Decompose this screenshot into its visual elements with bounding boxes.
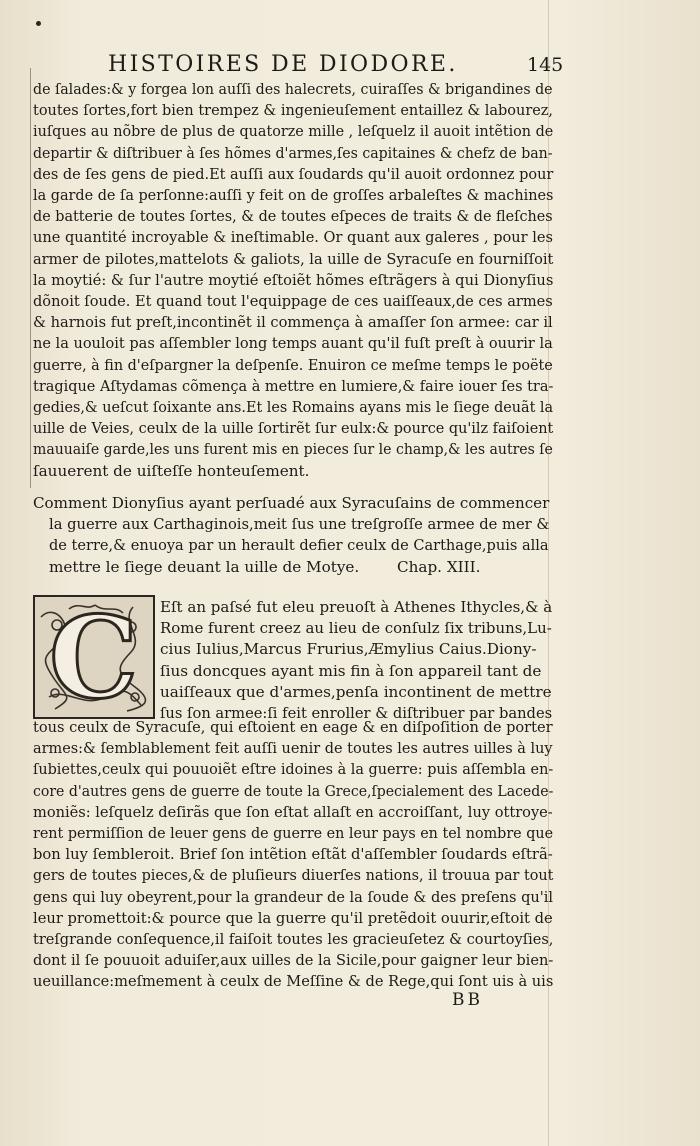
text-line: rent permiſſion de leuer gens de guerre en leur pays en tel nombre que bbox=[33, 824, 554, 842]
chapter-heading-line: la guerre aux Carthaginois,meit ſus une treſgroſſe armee de mer & bbox=[49, 515, 550, 534]
margin-rule bbox=[30, 68, 31, 488]
text-line: dõnoit ſoude. Et quand tout l'equippage de ces uaiſſeaux,de ces armes bbox=[33, 292, 553, 310]
text-line: Eſt an paſsé fut eleu preuoſt à Athenes Ithycles,& à bbox=[160, 598, 553, 616]
text-line: uille de Veies, ceulx de la uille ſortirẽt ſur eulx:& pource qu'ilz faiſoient bbox=[33, 419, 554, 438]
text-line: gedies,& ueſcut ſoixante ans.Et les Romains ayans mis le ſiege deuãt la bbox=[33, 398, 554, 416]
text-line: armes:& ſemblablement feit auſſi uenir de toutes les autres uilles à luy bbox=[33, 739, 553, 758]
chapter-number: Chap. XIII. bbox=[397, 557, 481, 576]
text-line: ne la uouloit pas aſſembler long temps auant qu'il fuſt preſt à ouurir la bbox=[33, 334, 553, 353]
page-number: 145 bbox=[527, 54, 564, 76]
text-line: treſgrande conſequence,il faiſoit toutes les gracieuſetez & courtoyſies, bbox=[33, 930, 554, 948]
chapter-heading-line: Comment Dionyſius ayant perſuadé aux Syracuſains de commencer bbox=[33, 494, 550, 512]
chapter-heading-line: mettre le ſiege deuant la uille de Motye. bbox=[49, 557, 360, 576]
text-line: des de ſes gens de pied.Et auſſi aux ſoudards qu'il auoit ordonnez pour bbox=[33, 164, 554, 183]
text-line: de batterie de toutes ſortes, & de toutes eſpeces de traits & de fleſches bbox=[33, 207, 553, 226]
text-line: armer de pilotes,mattelots & galiots, la uille de Syracuſe en fourniſſoit bbox=[33, 249, 554, 268]
text-line: & harnois fut preſt,incontinẽt il commença à amaſſer ſon armee: car il bbox=[33, 313, 553, 332]
initial-letter: C bbox=[49, 597, 139, 717]
text-line: core d'autres gens de guerre de toute la Grece,ſpecialement des Lacede- bbox=[33, 781, 554, 800]
text-line: ſius doncques ayant mis fin à ſon appareil tant de bbox=[160, 661, 542, 680]
text-line: mauuaiſe garde,les uns furent mis en pieces ſur le champ,& les autres ſe bbox=[33, 440, 553, 459]
text-line: une quantité incroyable & ineſtimable. Or quant aux galeres , pour les bbox=[33, 228, 553, 247]
text-line: guerre, à fin d'eſpargner la deſpenſe. Enuiron ce meſme temps le poëte bbox=[33, 355, 553, 374]
ink-dot bbox=[36, 21, 41, 26]
text-line: ueuillance:meſmement à ceulx de Meſſine & de Rege,qui ſont uis à uis bbox=[33, 972, 554, 991]
text-line: gers de toutes pieces,& de pluſieurs diuerſes nations, il trouua par tout bbox=[33, 866, 554, 885]
text-line: ſubiettes,ceulx qui pouuoiẽt eſtre idoines à la guerre: puis aſſembla en- bbox=[33, 760, 554, 779]
signature-mark: BB bbox=[452, 990, 483, 1010]
text-line: tragique Aſtydamas cõmença à mettre en lumiere,& faire iouer ſes tra- bbox=[33, 376, 554, 395]
text-line: la moytié: & ſur l'autre moytié eſtoiẽt hõmes eſtrãgers à qui Dionyſius bbox=[33, 270, 554, 289]
text-line: leur promettoit:& pource que la guerre qu'il pretẽdoit ouurir,eſtoit de bbox=[33, 908, 553, 927]
text-line: ſus ſon armee:ſi feit enroller & diſtribuer par bandes bbox=[160, 704, 553, 722]
running-title: HISTOIRES DE DIODORE. bbox=[108, 52, 458, 77]
decorated-initial bbox=[33, 595, 155, 719]
text-line: uaiſſeaux que d'armes,penſa incontinent de mettre bbox=[160, 682, 552, 701]
text-line: de ſalades:& y forgea lon auſſi des halecrets, cuiraſſes & brigandines de bbox=[33, 80, 553, 98]
text-line: Rome furent creez au lieu de conſulz ſix tribuns,Lu- bbox=[160, 619, 552, 638]
text-line: gens qui luy obeyrent,pour la grandeur de la ſoude & des preſens qu'il bbox=[33, 887, 554, 906]
text-line: dont il ſe pouuoit aduiſer,aux uilles de la Sicile,pour gaigner leur bien- bbox=[33, 951, 554, 970]
text-line: cius Iulius,Marcus Frurius,Æmylius Caius.Diony- bbox=[160, 640, 537, 659]
text-line: bon luy ſembleroit. Brief ſon intẽtion eſtãt d'aſſembler ſoudards eſtrã- bbox=[33, 845, 553, 864]
floral-ornament-icon bbox=[35, 597, 153, 717]
text-line: tous ceulx de Syracuſe, qui eſtoient en eage & en diſpoſition de porter bbox=[33, 718, 553, 736]
text-line: moniẽs: leſquelz deſirãs que ſon eſtat allaſt en accroiſſant, luy ottroye- bbox=[33, 802, 553, 821]
text-line: toutes ſortes,fort bien trempez & ingenieuſement entaillez & labourez, bbox=[33, 101, 554, 120]
text-line: iuſques au nõbre de plus de quatorze mille , leſquelz il auoit intẽtion de bbox=[33, 122, 554, 141]
chapter-heading-line: de terre,& enuoya par un herault defier ceulx de Carthage,puis alla bbox=[49, 536, 549, 555]
text-line: ſauuerent de uiſteſſe honteuſement. bbox=[33, 461, 310, 480]
text-line: la garde de ſa perſonne:auſſi y feit on de groſſes arbaleſtes & machines bbox=[33, 186, 554, 204]
text-line: departir & diſtribuer à ſes hõmes d'armes,ſes capitaines & chefz de ban- bbox=[33, 143, 553, 162]
